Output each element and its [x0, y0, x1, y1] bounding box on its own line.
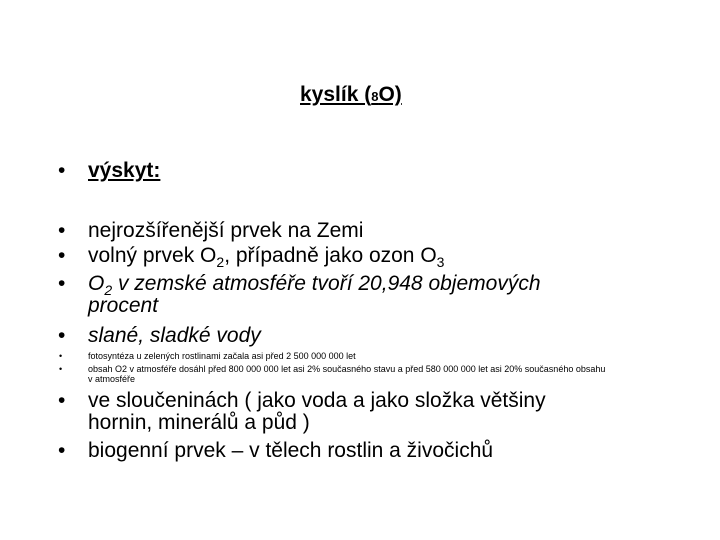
list-item-text: $O_2$ v zemské atmosféře tvoří 20,948 objemových procent — [88, 272, 541, 317]
bullet: • — [58, 389, 66, 412]
list-item-text: slané, sladké vody — [88, 324, 261, 347]
bullet: • — [58, 219, 66, 242]
list-item-text: volný prvek $O_2$, případně jako ozon $O_3$ — [88, 244, 445, 270]
bullet: • — [58, 439, 66, 462]
list-item-text: biogenní prvek – v tělech rostlin a živočichů — [88, 439, 494, 462]
slide-title: kyslík (8O) — [300, 83, 402, 106]
bullet: • — [59, 351, 63, 361]
note-text: obsah O2 v atmosféře dosáhl před 800 000 000 let asi 2% současného stavu a před 580 000 000 let asi 20% současného obsahu v atmosféře — [88, 364, 606, 384]
bullet: • — [58, 159, 66, 182]
bullet: • — [58, 324, 66, 347]
bullet: • — [58, 244, 66, 267]
heading-vyskyt-label: výskyt: — [88, 159, 161, 182]
list-item-text: ve sloučeninách ( jako voda a jako složka většiny hornin, minerálů a půd ) — [88, 389, 546, 434]
list-item-text: nejrozšířenější prvek na Zemi — [88, 219, 364, 242]
bullet: • — [58, 272, 66, 295]
bullet: • — [59, 364, 63, 374]
note-text: fotosyntéza u zelených rostlinami začala asi před 2 500 000 000 let — [88, 351, 356, 361]
